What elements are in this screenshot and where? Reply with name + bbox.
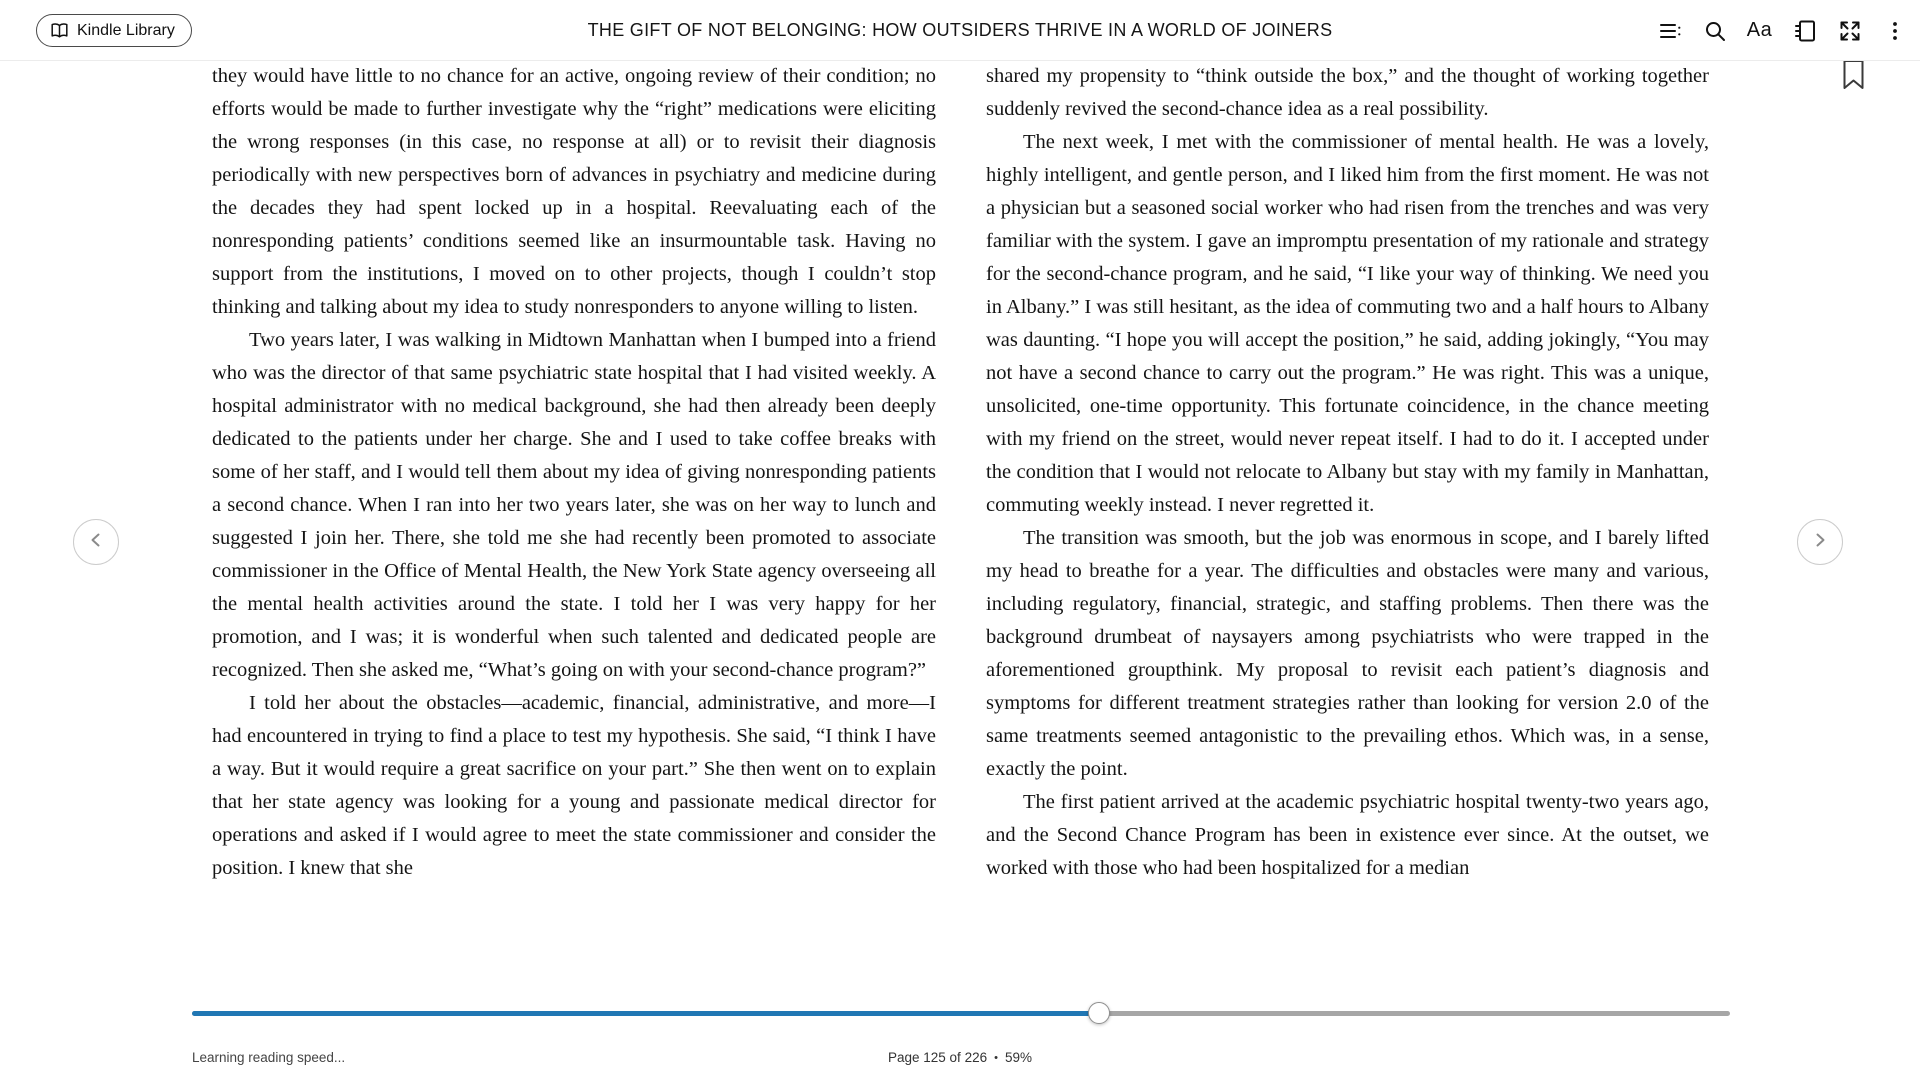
paragraph: shared my propensity to “think outside the box,” and the thought of working together suddenly revived the second-chance idea as a real possibility.	[986, 65, 1709, 120]
typography-icon[interactable]	[1747, 18, 1772, 43]
page-indicator	[0, 1050, 1920, 1065]
fullscreen-icon[interactable]	[1837, 18, 1862, 43]
paragraph: I told her about the obstacles—academic, financial, administrative, and more—I had encountered in trying to find a place to test my hypothesis. She said, “I think I have a way. But it would require a great sacrifice on your part.” She then went on to explain that her state agency was looking for a young and passionate medical director for operations and asked if I would agree to meet the state commissioner and consider the position. I knew that she	[212, 692, 936, 879]
bullet-separator: •	[994, 1052, 998, 1064]
typography-label: Aa	[1746, 19, 1773, 41]
chevron-right-icon	[1811, 531, 1829, 554]
kindle-library-button[interactable]	[36, 14, 192, 47]
previous-page-button[interactable]	[73, 519, 119, 565]
page-number-label: Page 125 of 226	[888, 1050, 988, 1065]
bookmark-icon[interactable]	[1843, 61, 1864, 90]
progress-handle[interactable]	[1088, 1002, 1110, 1024]
next-page-button[interactable]	[1797, 519, 1843, 565]
reading-progress-slider[interactable]	[192, 1011, 1730, 1016]
book-title: THE GIFT OF NOT BELONGING: HOW OUTSIDERS THRIVE IN A WORLD OF JOINERS	[587, 20, 1333, 40]
progress-fill	[192, 1011, 1099, 1016]
reading-speed-status: Learning reading speed...	[192, 1050, 346, 1065]
paragraph: The next week, I met with the commissioner of mental health. He was a lovely, highly intelligent, and gentle person, and I liked him from the first moment. He was not a physician but a seasoned social worker who had risen from the trenches and was very familiar with the system. I gave an impromptu presentation of my rationale and strategy for the second-chance program, and he said, “I like your way of thinking. We need you in Albany.” I was still hesitant, as the idea of commuting two and a half hours to Albany was daunting. “I hope you will accept the position,” he said, adding jokingly, “You may not have a second chance to carry out the program.” He was right. This was a unique, unsolicited, one-time opportunity. This fortunate coincidence, in the chance meeting with my friend on the street, would never repeat itself. I had to do it. I accepted under the condition that I would not relocate to Albany but stay with my family in Manhattan, commuting weekly instead. I never regretted it.	[986, 131, 1709, 516]
open-book-icon	[50, 22, 69, 39]
paragraph: The first patient arrived at the academic psychiatric hospital twenty-two years ago, and the Second Chance Program has been in existence ever since. At the outset, we worked with those who had been hospitalized for a median	[986, 791, 1709, 879]
paragraph: Two years later, I was walking in Midtown Manhattan when I bumped into a friend who was the director of that same psychiatric state hospital that I had visited weekly. A hospital administrator with no medical background, she had then already been deeply dedicated to the patients under her charge. She and I used to take coffee breaks with some of her staff, and I would tell them about my idea of giving nonresponding patients a second chance. When I ran into her two years later, she was on her way to lunch and suggested I join her. There, she told me she had recently been promoted to associate commissioner in the Office of Mental Health, the New York State agency overseeing all the mental health activities around the state. I told her I was very happy for her promotion, and I was; it is wonderful when such talented and dedicated people are recognized. Then she asked me, “What’s going on with your second-chance program?”	[212, 329, 936, 681]
toc-notes-icon[interactable]	[1657, 18, 1682, 43]
chevron-left-icon	[87, 531, 105, 554]
percent-label: 59%	[1004, 1050, 1032, 1065]
kindle-library-label: Kindle Library	[77, 21, 175, 39]
page-column-right	[986, 60, 1709, 990]
toolbar-icons	[1657, 0, 1907, 61]
top-toolbar	[0, 0, 1920, 61]
search-icon[interactable]	[1702, 18, 1727, 43]
overflow-menu-icon[interactable]	[1882, 18, 1907, 43]
notebook-icon[interactable]	[1792, 18, 1817, 43]
paragraph: they would have little to no chance for an active, ongoing review of their condition; no efforts would be made to further investigate why the “right” medications were eliciting the wrong responses (in this case, no response at all) or to revisit their diagnosis periodically with new perspectives born of advances in psychiatry and medicine during the decades they had spent locked up in a hospital. Reevaluating each of the nonresponding patients’ conditions seemed like an insurmountable task. Having no support from the institutions, I moved on to other projects, though I couldn’t stop thinking and talking about my idea to study nonresponders to anyone willing to listen.	[212, 65, 936, 318]
page-column-left	[212, 60, 936, 990]
paragraph: The transition was smooth, but the job was enormous in scope, and I barely lifted my head to breathe for a year. The difficulties and obstacles were many and various, including regulatory, financial, strategic, and staffing problems. Then there was the background drumbeat of naysayers among psychiatrists who were trapped in the aforementioned groupthink. My proposal to revisit each patient’s diagnosis and symptoms for different treatment strategies rather than looking for version 2.0 of the same treatments seemed antagonistic to the prevailing ethos. Which was, in a sense, exactly the point.	[986, 527, 1709, 780]
